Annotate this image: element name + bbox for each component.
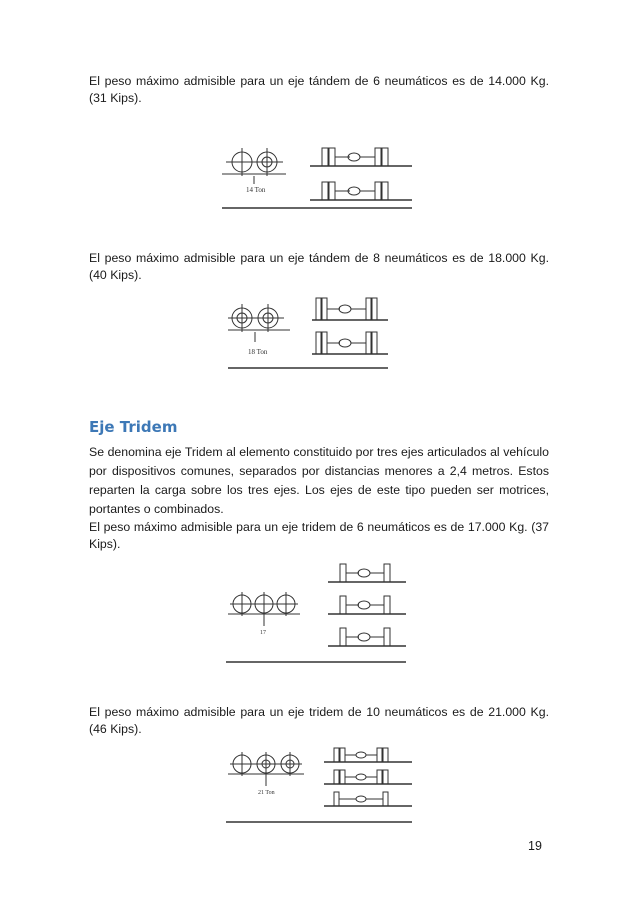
paragraph-tridem-definition: Se denomina eje Tridem al elemento constituido por tres ejes articulados al vehículo por dispositivos comunes, separados por distancias menores a 2,4 metros. Estos reparten la carga sobre los tres ejes. Los ejes de este tipo pueden ser motrices, portantes o combinados.: [89, 445, 549, 516]
section-heading: Eje Tridem: [89, 418, 178, 436]
page-number: 19: [528, 839, 542, 853]
figure-label: 18 Ton: [248, 348, 268, 356]
figure-label: 17: [260, 630, 266, 636]
paragraph-tridem-6: El peso máximo admisible para un eje tridem de 6 neumáticos es de 17.000 Kg. (37 Kips).: [89, 520, 549, 551]
figure-label: 21 Ton: [258, 790, 275, 796]
paragraph-tandem-6: El peso máximo admisible para un eje tándem de 6 neumáticos es de 14.000 Kg. (31 Kips).: [89, 74, 549, 105]
paragraph-tridem-10: El peso máximo admisible para un eje tridem de 10 neumáticos es de 21.000 Kg. (46 Kips).: [89, 705, 549, 736]
paragraph-tandem-8: El peso máximo admisible para un eje tándem de 8 neumáticos es de 18.000 Kg. (40 Kips).: [89, 251, 549, 282]
figure-label: 14 Ton: [246, 186, 266, 194]
figure-tridem-10: [226, 742, 422, 824]
figure-tandem-8: [228, 292, 418, 372]
figure-tandem-6: [222, 140, 422, 210]
figure-tridem-6: [226, 558, 422, 666]
